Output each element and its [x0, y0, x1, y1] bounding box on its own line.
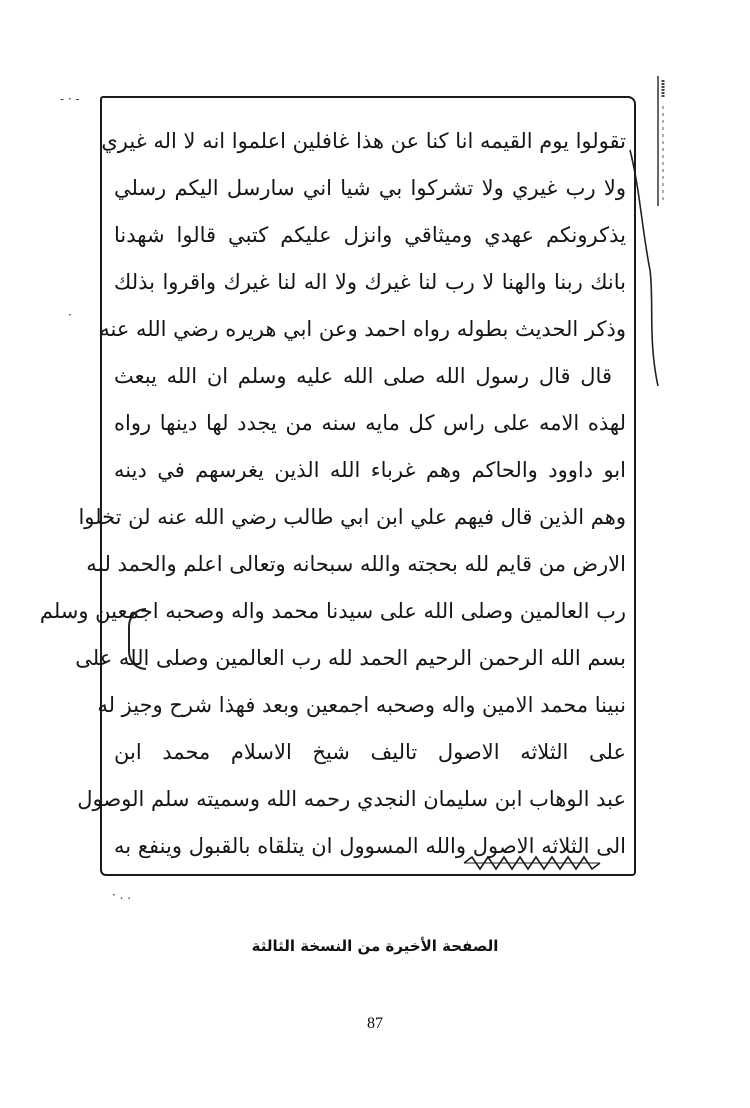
manuscript-line: رب العالمين وصلى الله على سيدنا محمد واله وصحبه اجمعين وسلم: [39, 599, 626, 623]
manuscript-line: قال قال رسول الله صلى الله عليه وسلم ان الله يبعث: [114, 364, 612, 388]
manuscript-line: وهم الذين قال فيهم علي ابن ابي طالب رضي الله عنه لن تخلوا: [78, 505, 626, 529]
end-ornament: [462, 853, 602, 873]
page-caption: الصفحة الأخيرة من النسخة الثالثة: [251, 937, 499, 955]
margin-mark-bottom-left: · . .: [112, 888, 132, 902]
manuscript-line: على الثلاثه الاصول تاليف شيخ الاسلام محمد ابن: [114, 740, 626, 764]
manuscript-line: الارض من قايم لله بحجته والله سبحانه وتعالى اعلم والحمد لله: [86, 552, 626, 576]
manuscript-line: نبينا محمد الامين واله وصحبه اجمعين وبعد فهذا شرح وجيز له: [97, 693, 626, 717]
manuscript-line: الى الثلاثه الاصول والله المسوول ان يتلقاه بالقبول وينفع به: [114, 834, 626, 858]
margin-mark-top-left: - · -: [60, 92, 80, 106]
manuscript-text: [39, 118, 626, 858]
manuscript-line: ولا رب غيري ولا تشركوا بي شيا اني سارسل اليكم رسلي: [114, 176, 626, 200]
manuscript-line: عبد الوهاب ابن سليمان النجدي رحمه الله وسميته سلم الوصول: [77, 787, 626, 811]
manuscript-line: بسم الله الرحمن الرحيم الحمد لله رب العالمين وصلى الله على: [75, 646, 626, 670]
manuscript-line: ابو داوود والحاكم وهم غرباء الله الذين يغرسهم في دينه: [114, 458, 626, 482]
manuscript-line: تقولوا يوم القيمه انا كنا عن هذا غافلين اعلموا انه لا اله غيري: [101, 129, 626, 153]
manuscript-line: يذكرونكم عهدي وميثاقي وانزل عليكم كتبي قالوا شهدنا: [114, 223, 626, 247]
page-number: 87: [367, 1015, 383, 1032]
manuscript-line: وذكر الحديث بطوله رواه احمد وعن ابي هريره رضي الله عنه: [99, 317, 626, 341]
manuscript-line: بانك ربنا والهنا لا رب لنا غيرك ولا اله لنا غيرك واقروا بذلك: [114, 270, 626, 294]
manuscript-line: لهذه الامه على راس كل مايه سنه من يجدد لها دينها رواه: [114, 411, 626, 435]
margin-mark-left-dot: ·: [68, 308, 72, 322]
